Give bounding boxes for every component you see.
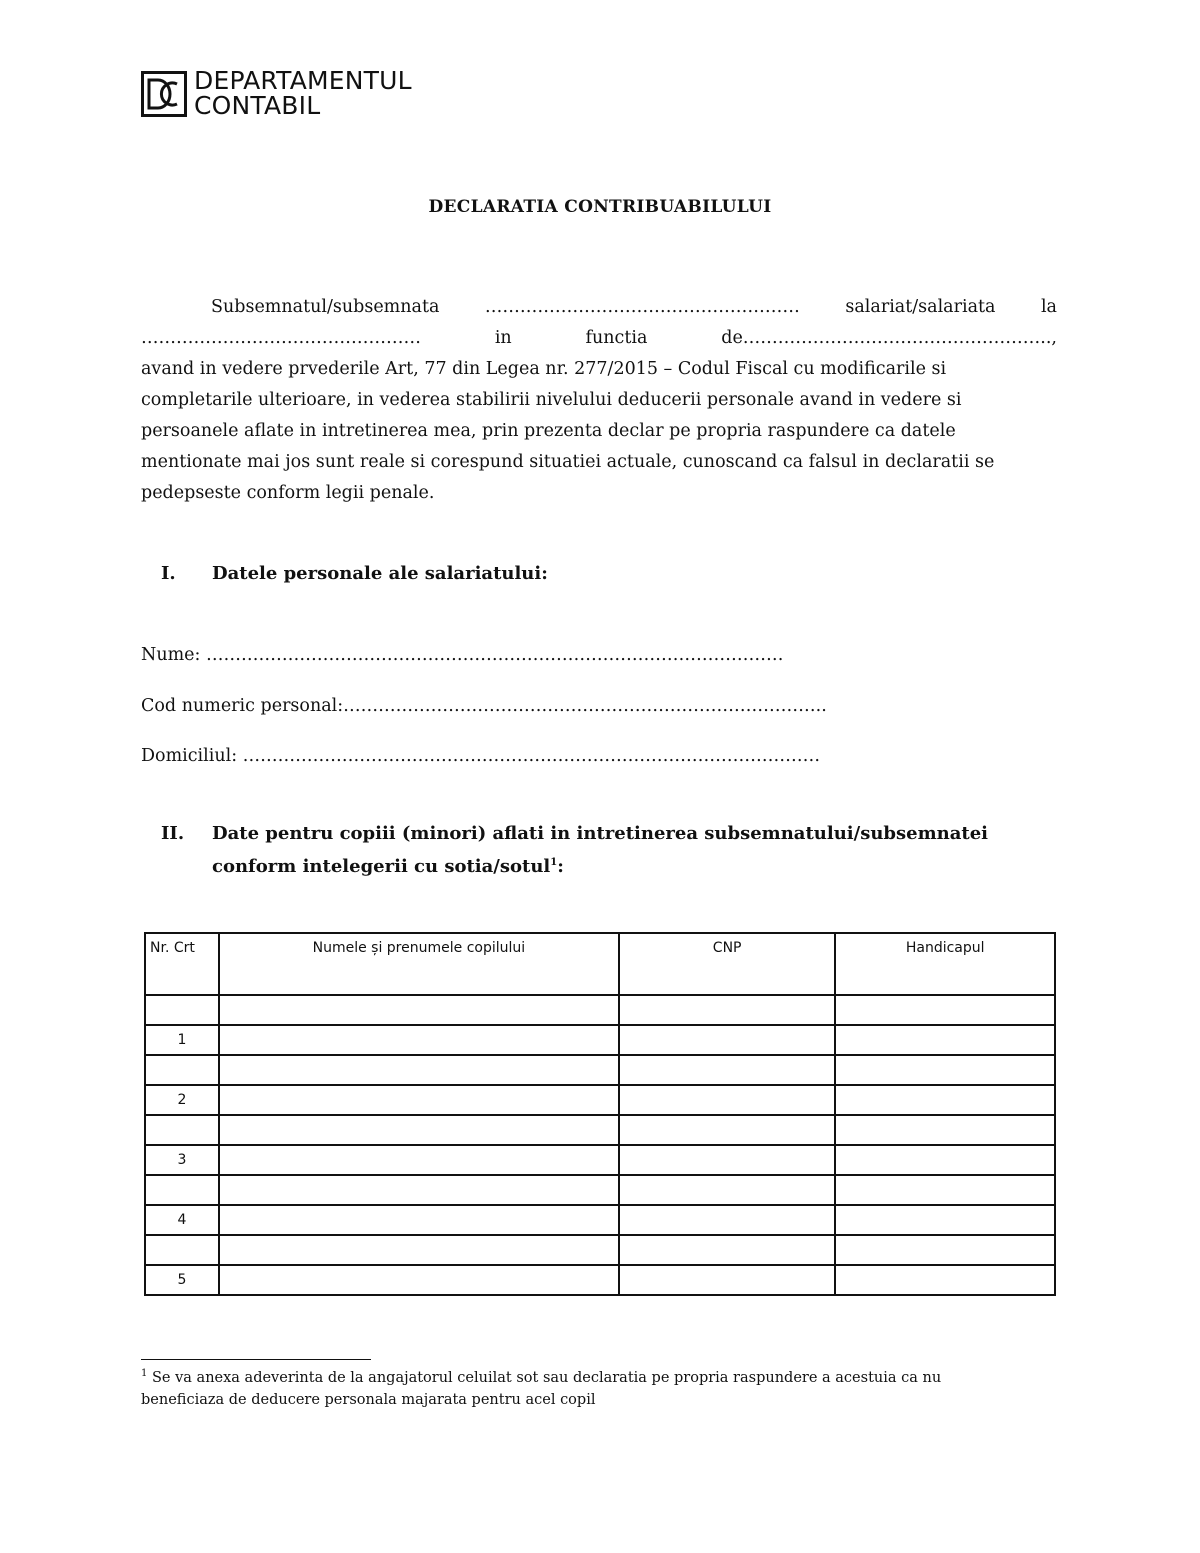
intro-line-1 (141, 292, 1057, 323)
table-row (145, 1265, 1055, 1295)
logo-line-2: CONTABIL (194, 91, 321, 120)
cnp-cell[interactable] (619, 1205, 835, 1235)
section-2-title-line-2 (212, 852, 564, 882)
section-1-title: Datele personale ale salariatului: (212, 563, 548, 584)
row-number-cell: 3 (145, 1145, 219, 1175)
child-name-cell[interactable] (219, 1145, 619, 1175)
child-name-cell[interactable] (219, 1205, 619, 1235)
footnote-line-1 (141, 1367, 1041, 1389)
footnote-mark: 1 (141, 1368, 148, 1380)
intro-paragraph (141, 292, 1057, 509)
footnote-reference: 1 (550, 857, 558, 868)
child-name-cell[interactable] (219, 1085, 619, 1115)
section-2-title-line-1: Date pentru copiii (minori) aflati in intretinerea subsemnatului/subsemnatei (212, 823, 988, 844)
intro-line-3: avand in vedere prvederile Art, 77 din Legea nr. 277/2015 – Codul Fiscal cu modificarile si (141, 359, 947, 379)
table-row (145, 1055, 1055, 1085)
header-nr-crt: Nr. Crt (145, 933, 219, 995)
handicap-cell[interactable] (835, 1085, 1055, 1115)
section-1-number: I. (161, 563, 176, 584)
intro-line-7: pedepseste conform legii penale. (141, 483, 435, 503)
child-name-cell[interactable] (219, 1115, 619, 1145)
child-name-cell[interactable] (219, 1235, 619, 1265)
intro-line-6: mentionate mai jos sunt reale si corespund situatiei actuale, cunoscand ca falsul in declaratii se (141, 452, 995, 472)
row-number-cell (145, 1175, 219, 1205)
handicap-cell[interactable] (835, 1145, 1055, 1175)
handicap-cell[interactable] (835, 1235, 1055, 1265)
row-number-cell (145, 995, 219, 1025)
row-number-cell: 1 (145, 1025, 219, 1055)
section-2-title-line-2-text: conform intelegerii cu sotia/sotul (212, 856, 551, 877)
table-row (145, 1025, 1055, 1055)
table-row (145, 1085, 1055, 1115)
cnp-cell[interactable] (619, 1085, 835, 1115)
handicap-cell[interactable] (835, 1055, 1055, 1085)
child-name-cell[interactable] (219, 1175, 619, 1205)
intro-name-blank: ……………………………………………… (484, 297, 800, 317)
row-number-cell: 4 (145, 1205, 219, 1235)
footnote-line-2: beneficiaza de deducere personala majarata pentru acel copil (141, 1392, 596, 1408)
dc-monogram-icon (141, 71, 187, 117)
intro-salariat: salariat/salariata (845, 297, 996, 317)
row-number-cell: 5 (145, 1265, 219, 1295)
child-name-cell[interactable] (219, 1265, 619, 1295)
intro-employer-blank: ………………………………………… (141, 328, 421, 348)
footnote-divider (141, 1359, 371, 1360)
cnp-cell[interactable] (619, 1145, 835, 1175)
intro-line-4: completarile ulterioare, in vederea stabilirii nivelului deducerii personale avand in vedere si (141, 390, 962, 410)
cnp-cell[interactable] (619, 1175, 835, 1205)
cnp-cell[interactable] (619, 1025, 835, 1055)
section-2-number: II. (161, 823, 185, 844)
child-name-cell[interactable] (219, 1025, 619, 1055)
handicap-cell[interactable] (835, 1115, 1055, 1145)
children-table (144, 932, 1056, 1296)
cnp-cell[interactable] (619, 1115, 835, 1145)
intro-subsemnatul: Subsemnatul/subsemnata (211, 297, 440, 317)
header-child-name: Numele și prenumele copilului (219, 933, 619, 995)
intro-in: in (494, 328, 512, 348)
logo-wordmark (194, 68, 412, 118)
handicap-cell[interactable] (835, 1265, 1055, 1295)
intro-functia: functia (585, 328, 648, 348)
handicap-cell[interactable] (835, 995, 1055, 1025)
logo-line-1: DEPARTAMENTUL (194, 66, 412, 95)
table-row (145, 1235, 1055, 1265)
handicap-cell[interactable] (835, 1025, 1055, 1055)
intro-la: la (1040, 297, 1057, 317)
document-title: DECLARATIA CONTRIBUABILULUI (428, 197, 772, 217)
table-row (145, 1175, 1055, 1205)
child-name-cell[interactable] (219, 995, 619, 1025)
intro-line-5: persoanele aflate in intretinerea mea, prin prezenta declar pe propria raspundere ca datele (141, 421, 956, 441)
cnp-cell[interactable] (619, 1265, 835, 1295)
cnp-cell[interactable] (619, 995, 835, 1025)
header-handicap: Handicapul (835, 933, 1055, 995)
intro-function-blank: de…………………………………………….., (721, 328, 1057, 348)
table-row (145, 1115, 1055, 1145)
child-name-cell[interactable] (219, 1055, 619, 1085)
intro-line-2 (141, 323, 1057, 354)
table-row (145, 995, 1055, 1025)
cnp-field[interactable]: Cod numeric personal:……………………………………………………………………….. (141, 696, 827, 716)
table-header-row (145, 933, 1055, 995)
footnote (141, 1367, 1041, 1411)
row-number-cell (145, 1055, 219, 1085)
address-field[interactable]: Domiciliul: ……………………………………………………………………………………… (141, 746, 821, 766)
cnp-cell[interactable] (619, 1235, 835, 1265)
table-row (145, 1205, 1055, 1235)
section-2-colon: : (557, 856, 564, 877)
header-cnp: CNP (619, 933, 835, 995)
row-number-cell (145, 1115, 219, 1145)
handicap-cell[interactable] (835, 1175, 1055, 1205)
cnp-cell[interactable] (619, 1055, 835, 1085)
table-row (145, 1145, 1055, 1175)
name-field[interactable]: Nume: ……………………………………………………………………………………… (141, 645, 784, 665)
row-number-cell: 2 (145, 1085, 219, 1115)
handicap-cell[interactable] (835, 1205, 1055, 1235)
row-number-cell (145, 1235, 219, 1265)
footnote-text-1: Se va anexa adeverinta de la angajatorul celuilat sot sau declaratia pe propria raspundere a acestuia ca nu (151, 1370, 942, 1386)
